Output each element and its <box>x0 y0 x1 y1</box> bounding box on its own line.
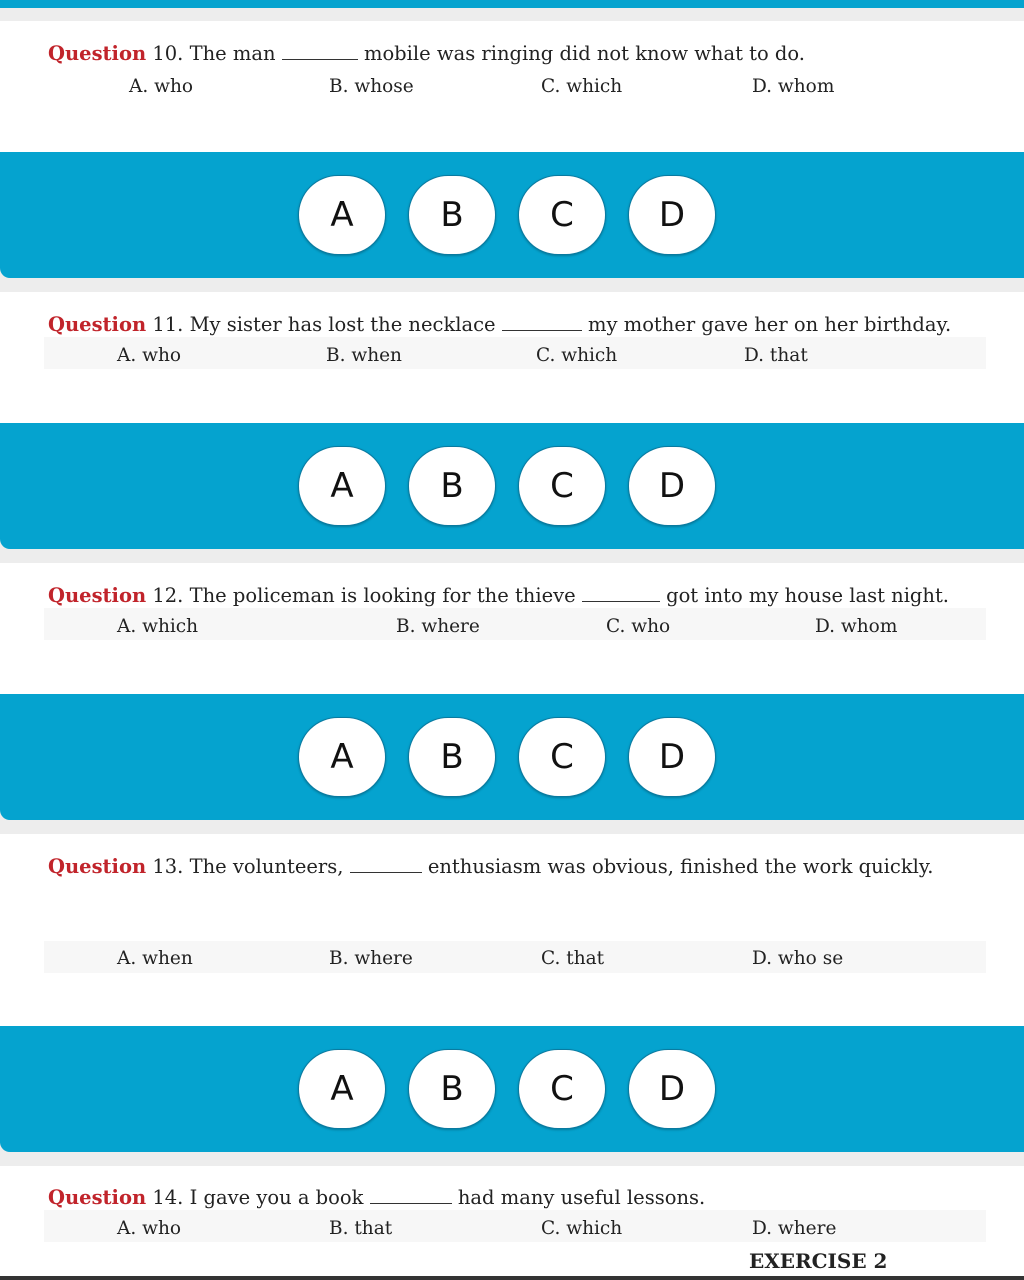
options-row <box>44 1210 986 1242</box>
answer-d-button[interactable]: D <box>628 1049 716 1129</box>
options-row <box>44 337 986 369</box>
question-stem-end: had many useful lessons. <box>451 1186 706 1209</box>
option-a: A. who <box>117 1218 182 1239</box>
question-label: Question <box>48 855 147 878</box>
question-stem-start: 13. The volunteers, <box>146 855 350 878</box>
answer-b-button[interactable]: B <box>408 1049 496 1129</box>
option-b: B. where <box>329 948 413 969</box>
answer-panel-12 <box>0 694 1024 820</box>
answer-c-button[interactable]: C <box>518 717 606 797</box>
question-label: Question <box>48 313 147 336</box>
answer-panel-10 <box>0 152 1024 278</box>
question-text-10 <box>48 42 805 65</box>
option-b: B. whose <box>329 76 414 97</box>
option-a: A. when <box>117 948 193 969</box>
question-label: Question <box>48 1186 147 1209</box>
question-card-12 <box>0 563 1024 694</box>
answer-blank <box>282 43 358 60</box>
question-stem-start: 12. The policeman is looking for the thieve <box>146 584 582 607</box>
question-label: Question <box>48 42 147 65</box>
answer-a-button[interactable]: A <box>298 175 386 255</box>
answer-panel-13 <box>0 1026 1024 1152</box>
question-stem-end: got into my house last night. <box>659 584 950 607</box>
answer-d-button[interactable]: D <box>628 446 716 526</box>
option-d: D. whom <box>815 616 898 637</box>
option-c: C. who <box>606 616 671 637</box>
option-d: D. whom <box>752 76 835 97</box>
answer-blank <box>582 585 660 602</box>
option-c: C. which <box>541 1218 623 1239</box>
question-text-13 <box>48 855 934 878</box>
answer-blank <box>370 1187 452 1204</box>
option-c: C. that <box>541 948 605 969</box>
answer-panel-11 <box>0 423 1024 549</box>
option-a: A. which <box>117 616 199 637</box>
option-c: C. which <box>541 76 623 97</box>
question-stem-end: my mother gave her on her birthday. <box>581 313 952 336</box>
question-card-10 <box>0 21 1024 152</box>
question-card-13 <box>0 834 1024 1026</box>
top-accent-bar <box>0 0 1024 8</box>
answer-a-button[interactable]: A <box>298 1049 386 1129</box>
answer-c-button[interactable]: C <box>518 446 606 526</box>
answer-a-button[interactable]: A <box>298 446 386 526</box>
question-label: Question <box>48 584 147 607</box>
answer-b-button[interactable]: B <box>408 175 496 255</box>
option-a: A. who <box>117 345 182 366</box>
answer-b-button[interactable]: B <box>408 717 496 797</box>
question-card-11 <box>0 292 1024 423</box>
answer-d-button[interactable]: D <box>628 175 716 255</box>
option-c: C. which <box>536 345 618 366</box>
question-stem-start: 14. I gave you a book <box>146 1186 370 1209</box>
answer-c-button[interactable]: C <box>518 1049 606 1129</box>
question-stem-end: mobile was ringing did not know what to do. <box>357 42 805 65</box>
question-text-14 <box>48 1186 705 1209</box>
question-stem-start: 10. The man <box>146 42 282 65</box>
option-a: A. who <box>129 76 194 97</box>
exercise-heading: EXERCISE 2 <box>749 1249 888 1273</box>
question-stem-start: 11. My sister has lost the necklace <box>146 313 502 336</box>
answer-d-button[interactable]: D <box>628 717 716 797</box>
option-d: D. that <box>744 345 808 366</box>
option-b: B. that <box>329 1218 393 1239</box>
answer-c-button[interactable]: C <box>518 175 606 255</box>
option-d: D. who se <box>752 948 844 969</box>
answer-blank <box>350 856 422 873</box>
question-stem-end: enthusiasm was obvious, finished the work quickly. <box>421 855 934 878</box>
question-text-12 <box>48 584 949 607</box>
option-d: D. where <box>752 1218 837 1239</box>
answer-b-button[interactable]: B <box>408 446 496 526</box>
question-text-11 <box>48 313 951 336</box>
answer-a-button[interactable]: A <box>298 717 386 797</box>
bottom-border <box>0 1276 1024 1280</box>
option-b: B. when <box>326 345 402 366</box>
answer-blank <box>502 314 582 331</box>
option-b: B. where <box>396 616 480 637</box>
